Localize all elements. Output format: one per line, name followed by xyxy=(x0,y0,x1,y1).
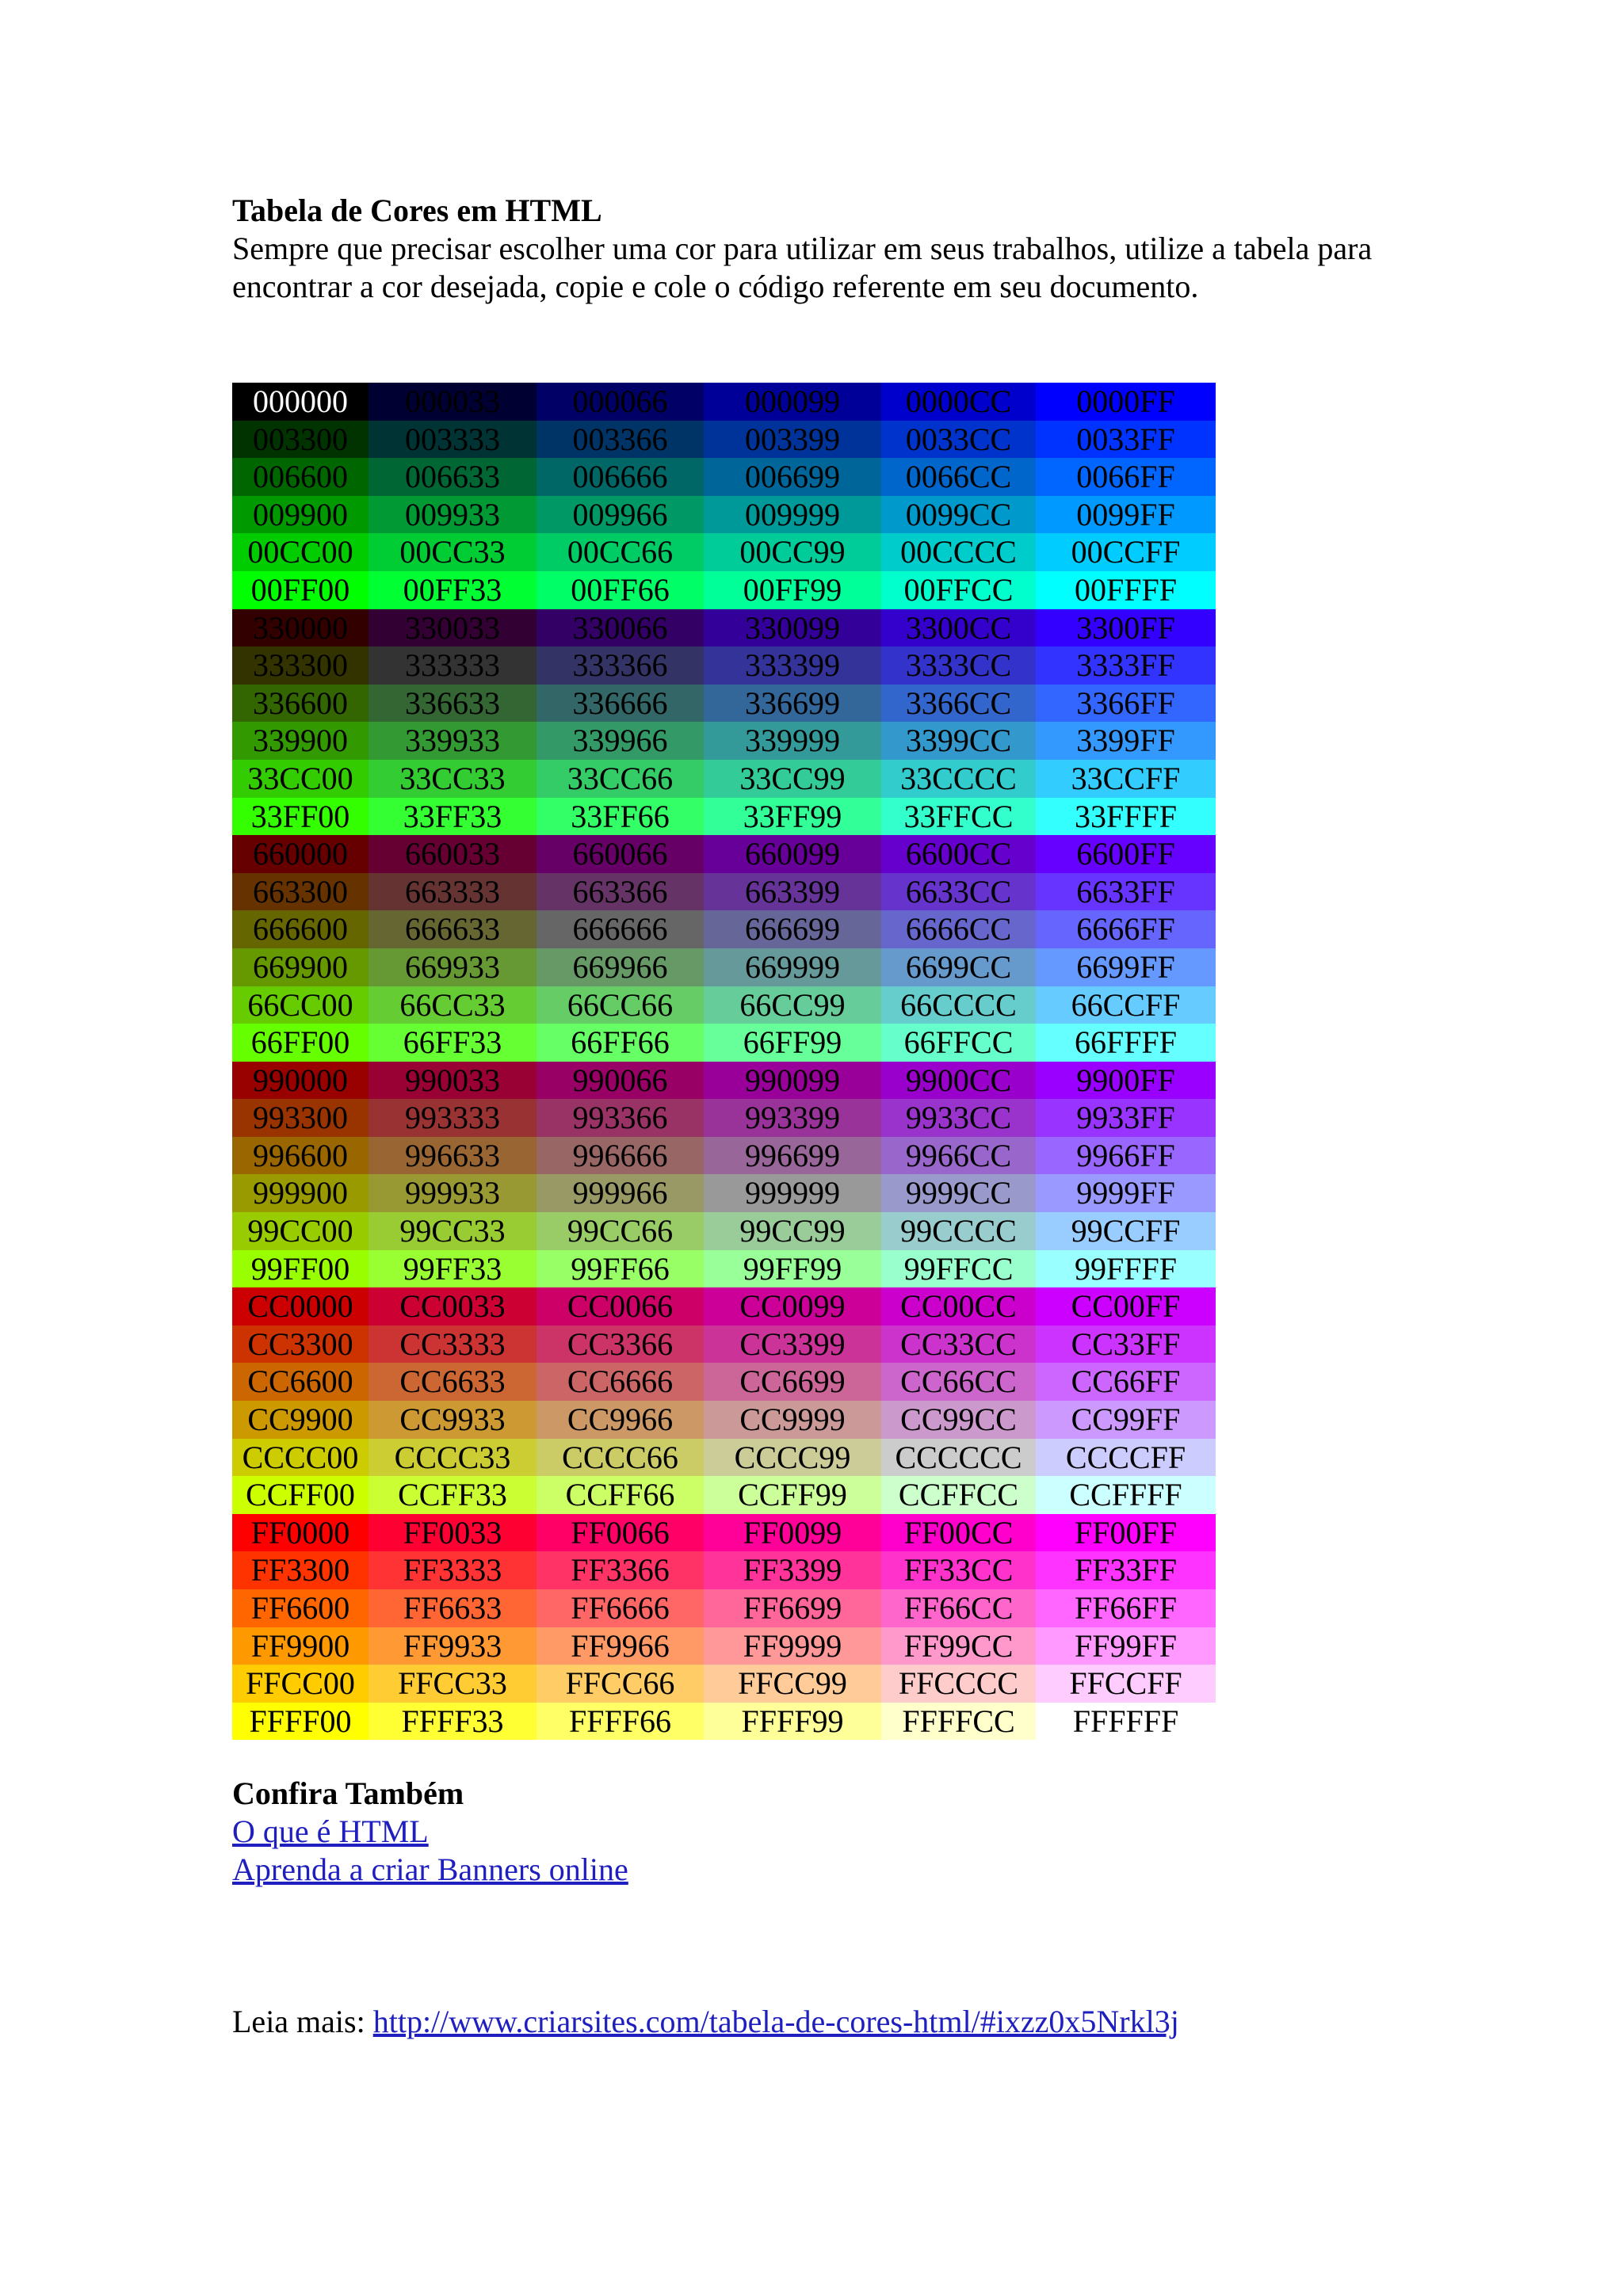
color-cell: 9933CC xyxy=(881,1099,1036,1137)
color-cell: 003333 xyxy=(369,421,537,459)
color-cell: CC9999 xyxy=(704,1401,881,1439)
color-cell: 339999 xyxy=(704,722,881,760)
color-cell: 6633FF xyxy=(1036,873,1216,911)
color-cell: 006633 xyxy=(369,458,537,496)
color-row xyxy=(232,910,1216,948)
color-cell: FF66CC xyxy=(881,1589,1036,1627)
color-cell: 0033CC xyxy=(881,421,1036,459)
color-row xyxy=(232,1514,1216,1552)
color-cell: FF0000 xyxy=(232,1514,369,1552)
color-cell: 33FF99 xyxy=(704,798,881,836)
color-cell: FF0066 xyxy=(537,1514,704,1552)
color-cell: 0033FF xyxy=(1036,421,1216,459)
color-cell: CCCC66 xyxy=(537,1439,704,1477)
color-cell: 666633 xyxy=(369,910,537,948)
color-cell: 666600 xyxy=(232,910,369,948)
color-cell: CCFF66 xyxy=(537,1476,704,1514)
color-cell: FFFF00 xyxy=(232,1703,369,1741)
color-cell: 0066FF xyxy=(1036,458,1216,496)
color-cell: FFFF33 xyxy=(369,1703,537,1741)
color-cell: 9966CC xyxy=(881,1137,1036,1175)
color-cell: 9900CC xyxy=(881,1062,1036,1100)
color-cell: 33CCFF xyxy=(1036,760,1216,798)
color-cell: 33FF66 xyxy=(537,798,704,836)
color-row xyxy=(232,1703,1216,1741)
color-cell: 660099 xyxy=(704,835,881,873)
color-cell: 9999CC xyxy=(881,1174,1036,1212)
color-cell: FF00CC xyxy=(881,1514,1036,1552)
color-row xyxy=(232,835,1216,873)
color-cell: 993300 xyxy=(232,1099,369,1137)
color-cell: FF0099 xyxy=(704,1514,881,1552)
color-cell: 3300FF xyxy=(1036,609,1216,647)
color-cell: FF99FF xyxy=(1036,1627,1216,1665)
color-cell: 00CCFF xyxy=(1036,533,1216,571)
color-cell: 3366CC xyxy=(881,685,1036,723)
color-cell: FF33CC xyxy=(881,1551,1036,1589)
color-row xyxy=(232,1174,1216,1212)
color-cell: 009933 xyxy=(369,496,537,534)
color-row xyxy=(232,1439,1216,1477)
color-cell: 99FF99 xyxy=(704,1250,881,1288)
color-cell: 66FFCC xyxy=(881,1024,1036,1062)
color-cell: CC6666 xyxy=(537,1363,704,1401)
color-cell: 669999 xyxy=(704,948,881,986)
color-cell: 336633 xyxy=(369,685,537,723)
color-row xyxy=(232,1589,1216,1627)
color-cell: 336666 xyxy=(537,685,704,723)
color-cell: CC0033 xyxy=(369,1287,537,1325)
color-cell: 330033 xyxy=(369,609,537,647)
color-cell: CCFFCC xyxy=(881,1476,1036,1514)
color-cell: CCFF99 xyxy=(704,1476,881,1514)
color-cell: FF66FF xyxy=(1036,1589,1216,1627)
color-cell: 663399 xyxy=(704,873,881,911)
color-cell: FF6633 xyxy=(369,1589,537,1627)
color-cell: 33CC00 xyxy=(232,760,369,798)
color-cell: 66CCFF xyxy=(1036,986,1216,1024)
color-row xyxy=(232,1024,1216,1062)
color-cell: 990099 xyxy=(704,1062,881,1100)
color-cell: 0099CC xyxy=(881,496,1036,534)
color-cell: 009900 xyxy=(232,496,369,534)
color-cell: FF3333 xyxy=(369,1551,537,1589)
color-cell: FF6666 xyxy=(537,1589,704,1627)
color-cell: 996600 xyxy=(232,1137,369,1175)
color-cell: 336600 xyxy=(232,685,369,723)
color-cell: 00CCCC xyxy=(881,533,1036,571)
color-cell: CC99CC xyxy=(881,1401,1036,1439)
color-cell: 996699 xyxy=(704,1137,881,1175)
color-cell: CC33FF xyxy=(1036,1325,1216,1363)
color-cell: 666666 xyxy=(537,910,704,948)
color-cell: 9900FF xyxy=(1036,1062,1216,1100)
color-cell: CCFF33 xyxy=(369,1476,537,1514)
color-row xyxy=(232,1212,1216,1250)
color-cell: FFCC33 xyxy=(369,1665,537,1703)
color-cell: 6600FF xyxy=(1036,835,1216,873)
color-cell: CC66FF xyxy=(1036,1363,1216,1401)
color-cell: 33FF00 xyxy=(232,798,369,836)
color-cell: 9999FF xyxy=(1036,1174,1216,1212)
color-row xyxy=(232,609,1216,647)
color-cell: 330099 xyxy=(704,609,881,647)
color-cell: 33CC66 xyxy=(537,760,704,798)
color-cell: FF9966 xyxy=(537,1627,704,1665)
color-cell: 99FF33 xyxy=(369,1250,537,1288)
color-cell: FFCCFF xyxy=(1036,1665,1216,1703)
color-cell: FF0033 xyxy=(369,1514,537,1552)
color-cell: 669933 xyxy=(369,948,537,986)
color-cell: 33CC33 xyxy=(369,760,537,798)
color-cell: 00FF33 xyxy=(369,571,537,609)
color-cell: 00FF99 xyxy=(704,571,881,609)
color-cell: 0000CC xyxy=(881,383,1036,421)
color-cell: 66FF00 xyxy=(232,1024,369,1062)
color-cell: 669900 xyxy=(232,948,369,986)
color-cell: CC0099 xyxy=(704,1287,881,1325)
color-row xyxy=(232,722,1216,760)
color-cell: 330000 xyxy=(232,609,369,647)
color-cell: CCFFFF xyxy=(1036,1476,1216,1514)
color-cell: 333333 xyxy=(369,646,537,685)
color-cell: CC3399 xyxy=(704,1325,881,1363)
link-what-is-html[interactable]: O que é HTML xyxy=(232,1814,429,1849)
color-cell: 99CC33 xyxy=(369,1212,537,1250)
color-cell: CC3366 xyxy=(537,1325,704,1363)
color-cell: 33FFCC xyxy=(881,798,1036,836)
color-cell: 6699FF xyxy=(1036,948,1216,986)
color-cell: 996633 xyxy=(369,1137,537,1175)
color-cell: 66CCCC xyxy=(881,986,1036,1024)
color-cell: 3333CC xyxy=(881,646,1036,685)
color-cell: 3399CC xyxy=(881,722,1036,760)
color-cell: 660066 xyxy=(537,835,704,873)
see-also-section xyxy=(232,1775,1342,1889)
color-cell: CCCC00 xyxy=(232,1439,369,1477)
color-cell: 999999 xyxy=(704,1174,881,1212)
color-cell: 999900 xyxy=(232,1174,369,1212)
color-cell: 99CCFF xyxy=(1036,1212,1216,1250)
color-cell: 000000 xyxy=(232,383,369,421)
color-row xyxy=(232,458,1216,496)
color-cell: FFCC00 xyxy=(232,1665,369,1703)
color-row xyxy=(232,873,1216,911)
color-cell: 993333 xyxy=(369,1099,537,1137)
color-cell: 00FFCC xyxy=(881,571,1036,609)
color-cell: 66FF66 xyxy=(537,1024,704,1062)
color-cell: 3333FF xyxy=(1036,646,1216,685)
color-cell: FF3366 xyxy=(537,1551,704,1589)
color-cell: 9966FF xyxy=(1036,1137,1216,1175)
color-cell: 00CC00 xyxy=(232,533,369,571)
color-cell: 99CCCC xyxy=(881,1212,1036,1250)
color-cell: 9933FF xyxy=(1036,1099,1216,1137)
color-cell: CC9966 xyxy=(537,1401,704,1439)
color-cell: 66FF99 xyxy=(704,1024,881,1062)
color-cell: 009966 xyxy=(537,496,704,534)
read-more-label: Leia mais: xyxy=(232,2004,373,2039)
color-cell: 33CCCC xyxy=(881,760,1036,798)
color-row xyxy=(232,1476,1216,1514)
color-cell: FFFFFF xyxy=(1036,1703,1216,1741)
color-cell: FFCC99 xyxy=(704,1665,881,1703)
color-cell: 3366FF xyxy=(1036,685,1216,723)
color-row xyxy=(232,571,1216,609)
color-row xyxy=(232,1627,1216,1665)
color-row xyxy=(232,496,1216,534)
color-cell: FFCC66 xyxy=(537,1665,704,1703)
color-row xyxy=(232,1363,1216,1401)
color-cell: 33FF33 xyxy=(369,798,537,836)
color-cell: 669966 xyxy=(537,948,704,986)
color-row xyxy=(232,760,1216,798)
page-title: Tabela de Cores em HTML xyxy=(232,193,602,228)
color-cell: 99FFFF xyxy=(1036,1250,1216,1288)
color-cell: 663300 xyxy=(232,873,369,911)
color-cell: FF6699 xyxy=(704,1589,881,1627)
color-cell: 66CC66 xyxy=(537,986,704,1024)
color-cell: FF00FF xyxy=(1036,1514,1216,1552)
color-cell: CC9933 xyxy=(369,1401,537,1439)
color-row xyxy=(232,1665,1216,1703)
color-cell: 99CC66 xyxy=(537,1212,704,1250)
color-cell: CC0000 xyxy=(232,1287,369,1325)
color-cell: CC6600 xyxy=(232,1363,369,1401)
color-cell: 00CC66 xyxy=(537,533,704,571)
color-cell: 99CC99 xyxy=(704,1212,881,1250)
color-cell: 3300CC xyxy=(881,609,1036,647)
color-cell: 99CC00 xyxy=(232,1212,369,1250)
color-cell: 660000 xyxy=(232,835,369,873)
color-cell: 999966 xyxy=(537,1174,704,1212)
color-cell: FF6600 xyxy=(232,1589,369,1627)
document-page xyxy=(232,192,1468,306)
color-cell: 660033 xyxy=(369,835,537,873)
color-row xyxy=(232,533,1216,571)
color-cell: 990066 xyxy=(537,1062,704,1100)
color-row xyxy=(232,1401,1216,1439)
color-cell: CC66CC xyxy=(881,1363,1036,1401)
color-row xyxy=(232,646,1216,685)
color-cell: FFCCCC xyxy=(881,1665,1036,1703)
color-cell: FFFF99 xyxy=(704,1703,881,1741)
color-cell: CCFF00 xyxy=(232,1476,369,1514)
color-row xyxy=(232,948,1216,986)
color-cell: 000099 xyxy=(704,383,881,421)
color-row xyxy=(232,1287,1216,1325)
color-cell: CCCC33 xyxy=(369,1439,537,1477)
color-cell: 6633CC xyxy=(881,873,1036,911)
color-cell: CC6633 xyxy=(369,1363,537,1401)
color-cell: 6699CC xyxy=(881,948,1036,986)
color-row xyxy=(232,1250,1216,1288)
color-cell: 003366 xyxy=(537,421,704,459)
color-cell: CCCC99 xyxy=(704,1439,881,1477)
color-cell: 99FFCC xyxy=(881,1250,1036,1288)
color-cell: 6600CC xyxy=(881,835,1036,873)
color-table xyxy=(232,383,1216,1740)
color-cell: 009999 xyxy=(704,496,881,534)
color-cell: CC9900 xyxy=(232,1401,369,1439)
color-row xyxy=(232,685,1216,723)
color-cell: 336699 xyxy=(704,685,881,723)
color-cell: 339966 xyxy=(537,722,704,760)
color-cell: CC3300 xyxy=(232,1325,369,1363)
color-cell: CC6699 xyxy=(704,1363,881,1401)
color-cell: 000033 xyxy=(369,383,537,421)
see-also-heading: Confira Também xyxy=(232,1775,464,1811)
color-cell: 006666 xyxy=(537,458,704,496)
color-cell: 66FF33 xyxy=(369,1024,537,1062)
color-cell: 00CC33 xyxy=(369,533,537,571)
color-cell: 66CC00 xyxy=(232,986,369,1024)
color-cell: 99FF00 xyxy=(232,1250,369,1288)
color-cell: 33CC99 xyxy=(704,760,881,798)
color-cell: 00FF66 xyxy=(537,571,704,609)
color-cell: 666699 xyxy=(704,910,881,948)
color-cell: 993366 xyxy=(537,1099,704,1137)
color-cell: 990033 xyxy=(369,1062,537,1100)
color-row xyxy=(232,798,1216,836)
color-cell: 0000FF xyxy=(1036,383,1216,421)
color-cell: 003300 xyxy=(232,421,369,459)
color-cell: CC0066 xyxy=(537,1287,704,1325)
color-cell: 99FF66 xyxy=(537,1250,704,1288)
color-cell: 3399FF xyxy=(1036,722,1216,760)
intro-paragraph: Sempre que precisar escolher uma cor para utilizar em seus trabalhos, utilize a tabela para encontrar a cor desejada, copie e cole o código referente em seu documento. xyxy=(232,231,1373,304)
color-cell: 999933 xyxy=(369,1174,537,1212)
read-more-link[interactable]: http://www.criarsites.com/tabela-de-cores-html/#ixzz0x5Nrkl3j xyxy=(372,2004,1179,2039)
color-cell: 339900 xyxy=(232,722,369,760)
color-cell: CC00CC xyxy=(881,1287,1036,1325)
color-cell: 990000 xyxy=(232,1062,369,1100)
color-cell: FFFFCC xyxy=(881,1703,1036,1741)
read-more-line xyxy=(232,2003,1579,2041)
color-cell: FF9933 xyxy=(369,1627,537,1665)
color-cell: FF9900 xyxy=(232,1627,369,1665)
color-cell: 6666CC xyxy=(881,910,1036,948)
color-row xyxy=(232,1551,1216,1589)
color-cell: CCCCFF xyxy=(1036,1439,1216,1477)
color-cell: 003399 xyxy=(704,421,881,459)
color-cell: 33FFFF xyxy=(1036,798,1216,836)
color-cell: FF9999 xyxy=(704,1627,881,1665)
link-create-banners[interactable]: Aprenda a criar Banners online xyxy=(232,1852,628,1887)
color-cell: CC00FF xyxy=(1036,1287,1216,1325)
color-row xyxy=(232,421,1216,459)
color-cell: 0099FF xyxy=(1036,496,1216,534)
color-cell: 66CC99 xyxy=(704,986,881,1024)
color-cell: 000066 xyxy=(537,383,704,421)
color-cell: FF33FF xyxy=(1036,1551,1216,1589)
color-row xyxy=(232,1099,1216,1137)
color-cell: 00CC99 xyxy=(704,533,881,571)
color-cell: FF3300 xyxy=(232,1551,369,1589)
color-cell: FF99CC xyxy=(881,1627,1036,1665)
color-cell: 333300 xyxy=(232,646,369,685)
color-row xyxy=(232,1325,1216,1363)
color-cell: CC99FF xyxy=(1036,1401,1216,1439)
color-cell: 00FFFF xyxy=(1036,571,1216,609)
color-row xyxy=(232,1062,1216,1100)
color-cell: 6666FF xyxy=(1036,910,1216,948)
color-cell: 0066CC xyxy=(881,458,1036,496)
color-cell: 333399 xyxy=(704,646,881,685)
color-cell: 339933 xyxy=(369,722,537,760)
color-cell: 663366 xyxy=(537,873,704,911)
color-cell: FF3399 xyxy=(704,1551,881,1589)
color-cell: 993399 xyxy=(704,1099,881,1137)
color-cell: 006600 xyxy=(232,458,369,496)
color-cell: 996666 xyxy=(537,1137,704,1175)
color-cell: 006699 xyxy=(704,458,881,496)
color-cell: 66FFFF xyxy=(1036,1024,1216,1062)
color-row xyxy=(232,383,1216,421)
color-cell: 333366 xyxy=(537,646,704,685)
color-cell: FFFF66 xyxy=(537,1703,704,1741)
color-cell: CCCCCC xyxy=(881,1439,1036,1477)
color-row xyxy=(232,1137,1216,1175)
color-cell: CC33CC xyxy=(881,1325,1036,1363)
color-cell: 330066 xyxy=(537,609,704,647)
color-row xyxy=(232,986,1216,1024)
color-cell: CC3333 xyxy=(369,1325,537,1363)
color-cell: 00FF00 xyxy=(232,571,369,609)
color-cell: 66CC33 xyxy=(369,986,537,1024)
color-cell: 663333 xyxy=(369,873,537,911)
